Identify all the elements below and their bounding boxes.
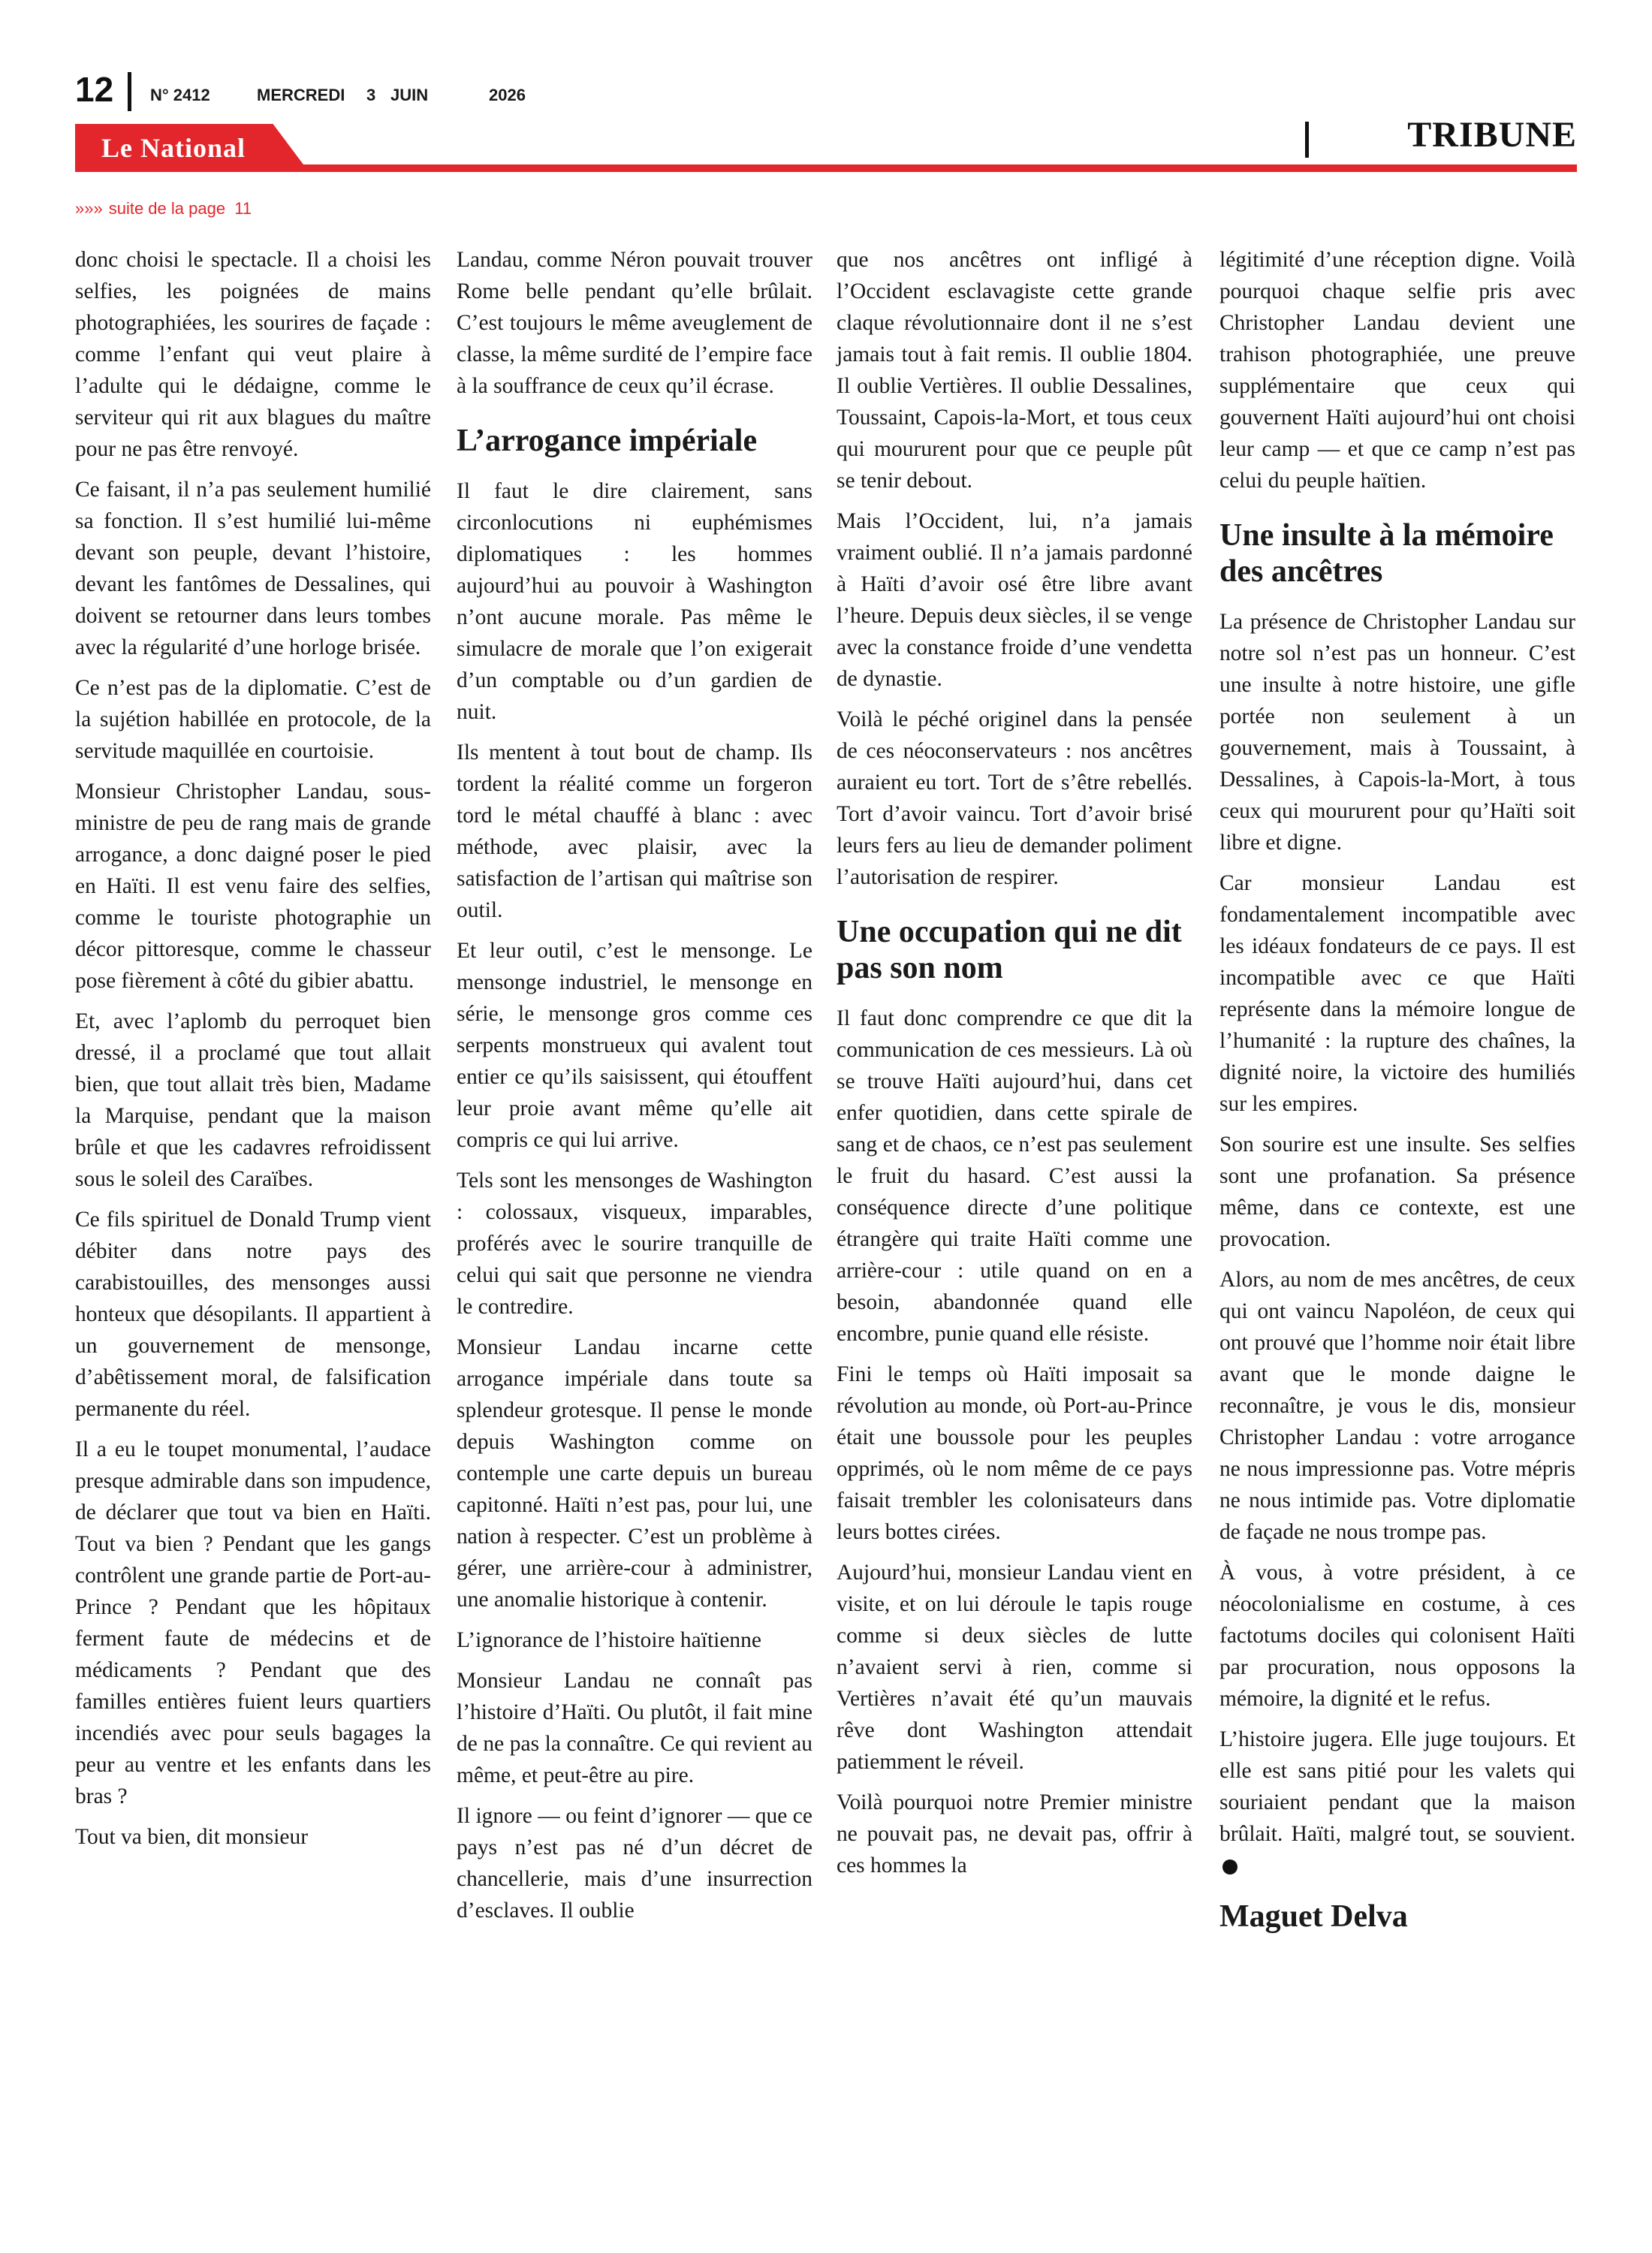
issue-weekday: MERCREDI (257, 86, 345, 104)
paragraph: Ce fils spirituel de Donald Trump vient débiter dans notre pays des carabistouilles, des mensonges aussi honteux que désopilants. Il appartient à un gouvernement de mensonge, d’abêtissement moral, de falsification permanente du réel. (75, 1208, 431, 1421)
paragraph: Voilà pourquoi notre Premier ministre ne pouvait pas, ne devait pas, offrir à ces hommes la (837, 1790, 1192, 1878)
issue-year: 2026 (489, 86, 526, 104)
continued-label: suite de la page (108, 199, 226, 218)
section-divider (1305, 122, 1309, 158)
paragraph: Monsieur Christopher Landau, sous-ministre de peu de rang mais de grande arrogance, a donc daigné poser le pied en Haïti. Il est venu faire des selfies, comme le touriste photographie un décor pittoresque, comme le chasseur pose fièrement à côté du gibier abattu. (75, 780, 431, 993)
article-column-3 (837, 244, 1192, 1890)
paragraph: Son sourire est une insulte. Ses selfies sont une profanation. Sa présence même, dans ce contexte, est une provocation. (1219, 1133, 1575, 1251)
header-rule (75, 164, 1577, 172)
paragraph: Ce n’est pas de la diplomatie. C’est de la sujétion habillée en protocole, de la servitude maquillée en courtoisie. (75, 676, 431, 763)
paragraph: Car monsieur Landau est fondamentalement incompatible avec les idéaux fondateurs de ce pays. Il est incompatible avec ce que Haïti représente dans la mémoire longue de l’humanité : la rupture des chaînes, la dignité noire, la victoire des humiliés sur les empires. (1219, 871, 1575, 1116)
paragraph: Et, avec l’aplomb du perroquet bien dressé, il a proclamé que tout allait bien, que tout allait très bien, Madame la Marquise, pendant que la maison brûle et que les cadavres refroidissent sous le soleil des Caraïbes. (75, 1009, 431, 1191)
paragraph: Tels sont les mensonges de Washington : colossaux, visqueux, imparables, proférés avec le sourire tranquille de celui qui sait que personne ne viendra le contredire. (457, 1169, 812, 1319)
paragraph: Alors, au nom de mes ancêtres, de ceux qui ont vaincu Napoléon, de ceux qui ont prouvé que l’homme noir était libre avant que le monde daigne le reconnaître, je vous le dis, monsieur Christopher Landau : votre arrogance ne nous impressionne pas. Votre mépris ne nous intimide pas. Votre diplomatie de façade ne nous trompe pas. (1219, 1268, 1575, 1544)
paragraph: Voilà le péché originel dans la pensée de ces néoconservateurs : nos ancêtres auraient eu tort. Tort de s’être rebellés. Tort d’avoir vaincu. Tort d’avoir brisé leurs fers au lieu de demander poliment l’autorisation de respirer. (837, 707, 1192, 889)
paragraph: Landau, comme Néron pouvait trouver Rome belle pendant qu’elle brûlait. C’est toujours le même aveuglement de classe, la même surdité de l’empire face à la souffrance de ceux qu’il écrase. (457, 248, 812, 398)
closing-paragraph (1219, 1724, 1575, 1881)
closing-text: L’histoire jugera. Elle juge toujours. Et elle est sans pitié pour les valets qui souriaient pendant que la maison brûlait. Haïti, malgré tout, se souvient. (1219, 1727, 1575, 1846)
end-mark-icon (1222, 1859, 1237, 1874)
continued-page: 11 (234, 199, 252, 218)
paragraph: À vous, à votre président, à ce néocolonialisme en costume, à ces factotums dociles qui colonisent Haïti par procuration, nous opposons la mémoire, la dignité et le refus. (1219, 1561, 1575, 1711)
section-heading: Une occupation qui ne dit pas son nom (837, 915, 1182, 985)
paragraph: Monsieur Landau ne connaît pas l’histoire d’Haïti. Ou plutôt, il fait mine de ne pas la connaître. Ce qui revient au même, et peut-être au pire. (457, 1669, 812, 1787)
page-number: 12 (75, 70, 114, 109)
subheading: L’ignorance de l’histoire haïtienne (457, 1628, 762, 1652)
paragraph: Et leur outil, c’est le mensonge. Le mensonge industriel, le mensonge en série, le mensonge gros comme ces serpents monstrueux qui avalent tout entier ce qu’ils saisissent, qui étouffent leur proie avant même qu’elle ait compris ce qui lui arrive. (457, 939, 812, 1152)
paragraph: Tout va bien, dit monsieur (75, 1825, 309, 1849)
issue-month: JUIN (390, 86, 429, 104)
masthead (75, 69, 1577, 114)
paragraph: Il faut le dire clairement, sans circonlocutions ni euphémismes diplomatiques : les hommes aujourd’hui au pouvoir à Washington n’ont aucune morale. Pas même le simulacre de morale que l’on exigerait d’un comptable ou d’un gardien de nuit. (457, 479, 812, 724)
paragraph: Aujourd’hui, monsieur Landau vient en visite, et on lui déroule le tapis rouge comme si deux siècles de lutte n’avaient servi à rien, comme si Vertières n’avait été qu’un mauvais rêve dont Washington attendait patiemment le réveil. (837, 1561, 1192, 1774)
article-column-1 (75, 244, 431, 1862)
paragraph: Il ignore — ou feint d’ignorer — que ce pays n’est pas né d’un décret de chancellerie, mais d’une insurrection d’esclaves. Il oublie (457, 1804, 812, 1923)
masthead-divider (128, 72, 131, 111)
paragraph: Mais l’Occident, lui, n’a jamais vraiment oublié. Il n’a jamais pardonné à Haïti d’avoir osé être libre avant l’heure. Depuis deux siècles, il se venge avec la constance froide d’une vendetta de dynastie. (837, 509, 1192, 691)
author-signature: Maguet Delva (1219, 1899, 1408, 1934)
section-title: TRIBUNE (1407, 115, 1577, 155)
paragraph: Il a eu le toupet monumental, l’audace presque admirable dans son impudence, de déclarer que tout va bien en Haïti. Tout va bien ? Pendant que les gangs contrôlent une grande partie de Port-au-Prince ? Pendant que les hôpitaux ferment faute de médecins et de médicaments ? Pendant que des familles entières fuient leurs quartiers incendiés avec pour seuls bagages la peur au ventre et les enfants dans les bras ? (75, 1437, 431, 1808)
paragraph: Fini le temps où Haïti imposait sa révolution au monde, où Port-au-Prince était une boussole pour les peuples opprimés, où le nom même de ce pays faisait trembler les colonisateurs dans leurs bottes cirées. (837, 1362, 1192, 1544)
issue-day: 3 (366, 86, 376, 104)
article-column-4 (1219, 244, 1575, 1935)
article-column-2 (457, 244, 812, 1935)
section-heading: Une insulte à la mémoire des ancêtres (1219, 518, 1554, 589)
newspaper-name: Le National (101, 133, 246, 163)
paragraph: Il faut donc comprendre ce que dit la communication de ces messieurs. Là où se trouve Haïti aujourd’hui, dans cet enfer quotidien, dans cette spirale de sang et de chaos, ce n’est pas seulement le fruit du hasard. C’est aussi la conséquence directe d’une politique étrangère qui traite Haïti comme une arrière-cour : utile quand on en a besoin, abandonnée quand elle encombre, punie quand elle résiste. (837, 1006, 1192, 1346)
continued-arrow: »»» (75, 199, 103, 218)
paragraph: légitimité d’une réception digne. Voilà pourquoi chaque selfie pris avec Christopher Landau devient une trahison photographiée, une preuve supplémentaire que ceux qui gouvernent Haïti aujourd’hui ont choisi leur camp — et que ce camp n’est pas celui du peuple haïtien. (1219, 248, 1575, 493)
paragraph: Ce faisant, il n’a pas seulement humilié sa fonction. Il s’est humilié lui-même devant son peuple, devant l’histoire, devant les fantômes de Dessalines, qui doivent se retourner dans leurs tombes avec la régularité d’une horloge brisée. (75, 478, 431, 659)
issue-number: N° 2412 (150, 86, 210, 104)
section-heading: L’arrogance impériale (457, 424, 758, 458)
continued-from (75, 199, 252, 219)
paragraph: Ils mentent à tout bout de champ. Ils tordent la réalité comme un forgeron tord le métal chauffé à blanc : avec méthode, avec plaisir, avec la satisfaction de l’artisan qui maîtrise son outil. (457, 740, 812, 922)
paragraph: donc choisi le spectacle. Il a choisi les selfies, les poignées de mains photographiées, les sourires de façade : comme l’enfant qui veut plaire à l’adulte qui le dédaigne, comme le serviteur qui rit aux blagues du maître pour ne pas être renvoyé. (75, 248, 431, 461)
paragraph: Monsieur Landau incarne cette arrogance impériale dans toute sa splendeur grotesque. Il pense le monde depuis Washington comme on contemple une carte depuis un bureau capitonné. Haïti n’est pas, pour lui, une nation à respecter. C’est un problème à gérer, une arrière-cour à administrer, une anomalie historique à contenir. (457, 1335, 812, 1612)
paragraph: La présence de Christopher Landau sur notre sol n’est pas un honneur. C’est une insulte à notre histoire, une gifle portée non seulement à un gouvernement, mais à Toussaint, à Dessalines, à Capois-la-Mort, à tous ceux qui moururent pour qu’Haïti soit libre et digne. (1219, 610, 1575, 855)
paragraph: que nos ancêtres ont infligé à l’Occident esclavagiste cette grande claque révolutionnaire dont il ne s’est jamais tout à fait remis. Il oublie 1804. Il oublie Vertières. Il oublie Dessalines, Toussaint, Capois-la-Mort, et tous ceux qui moururent pour que ce peuple pût se tenir debout. (837, 248, 1192, 493)
